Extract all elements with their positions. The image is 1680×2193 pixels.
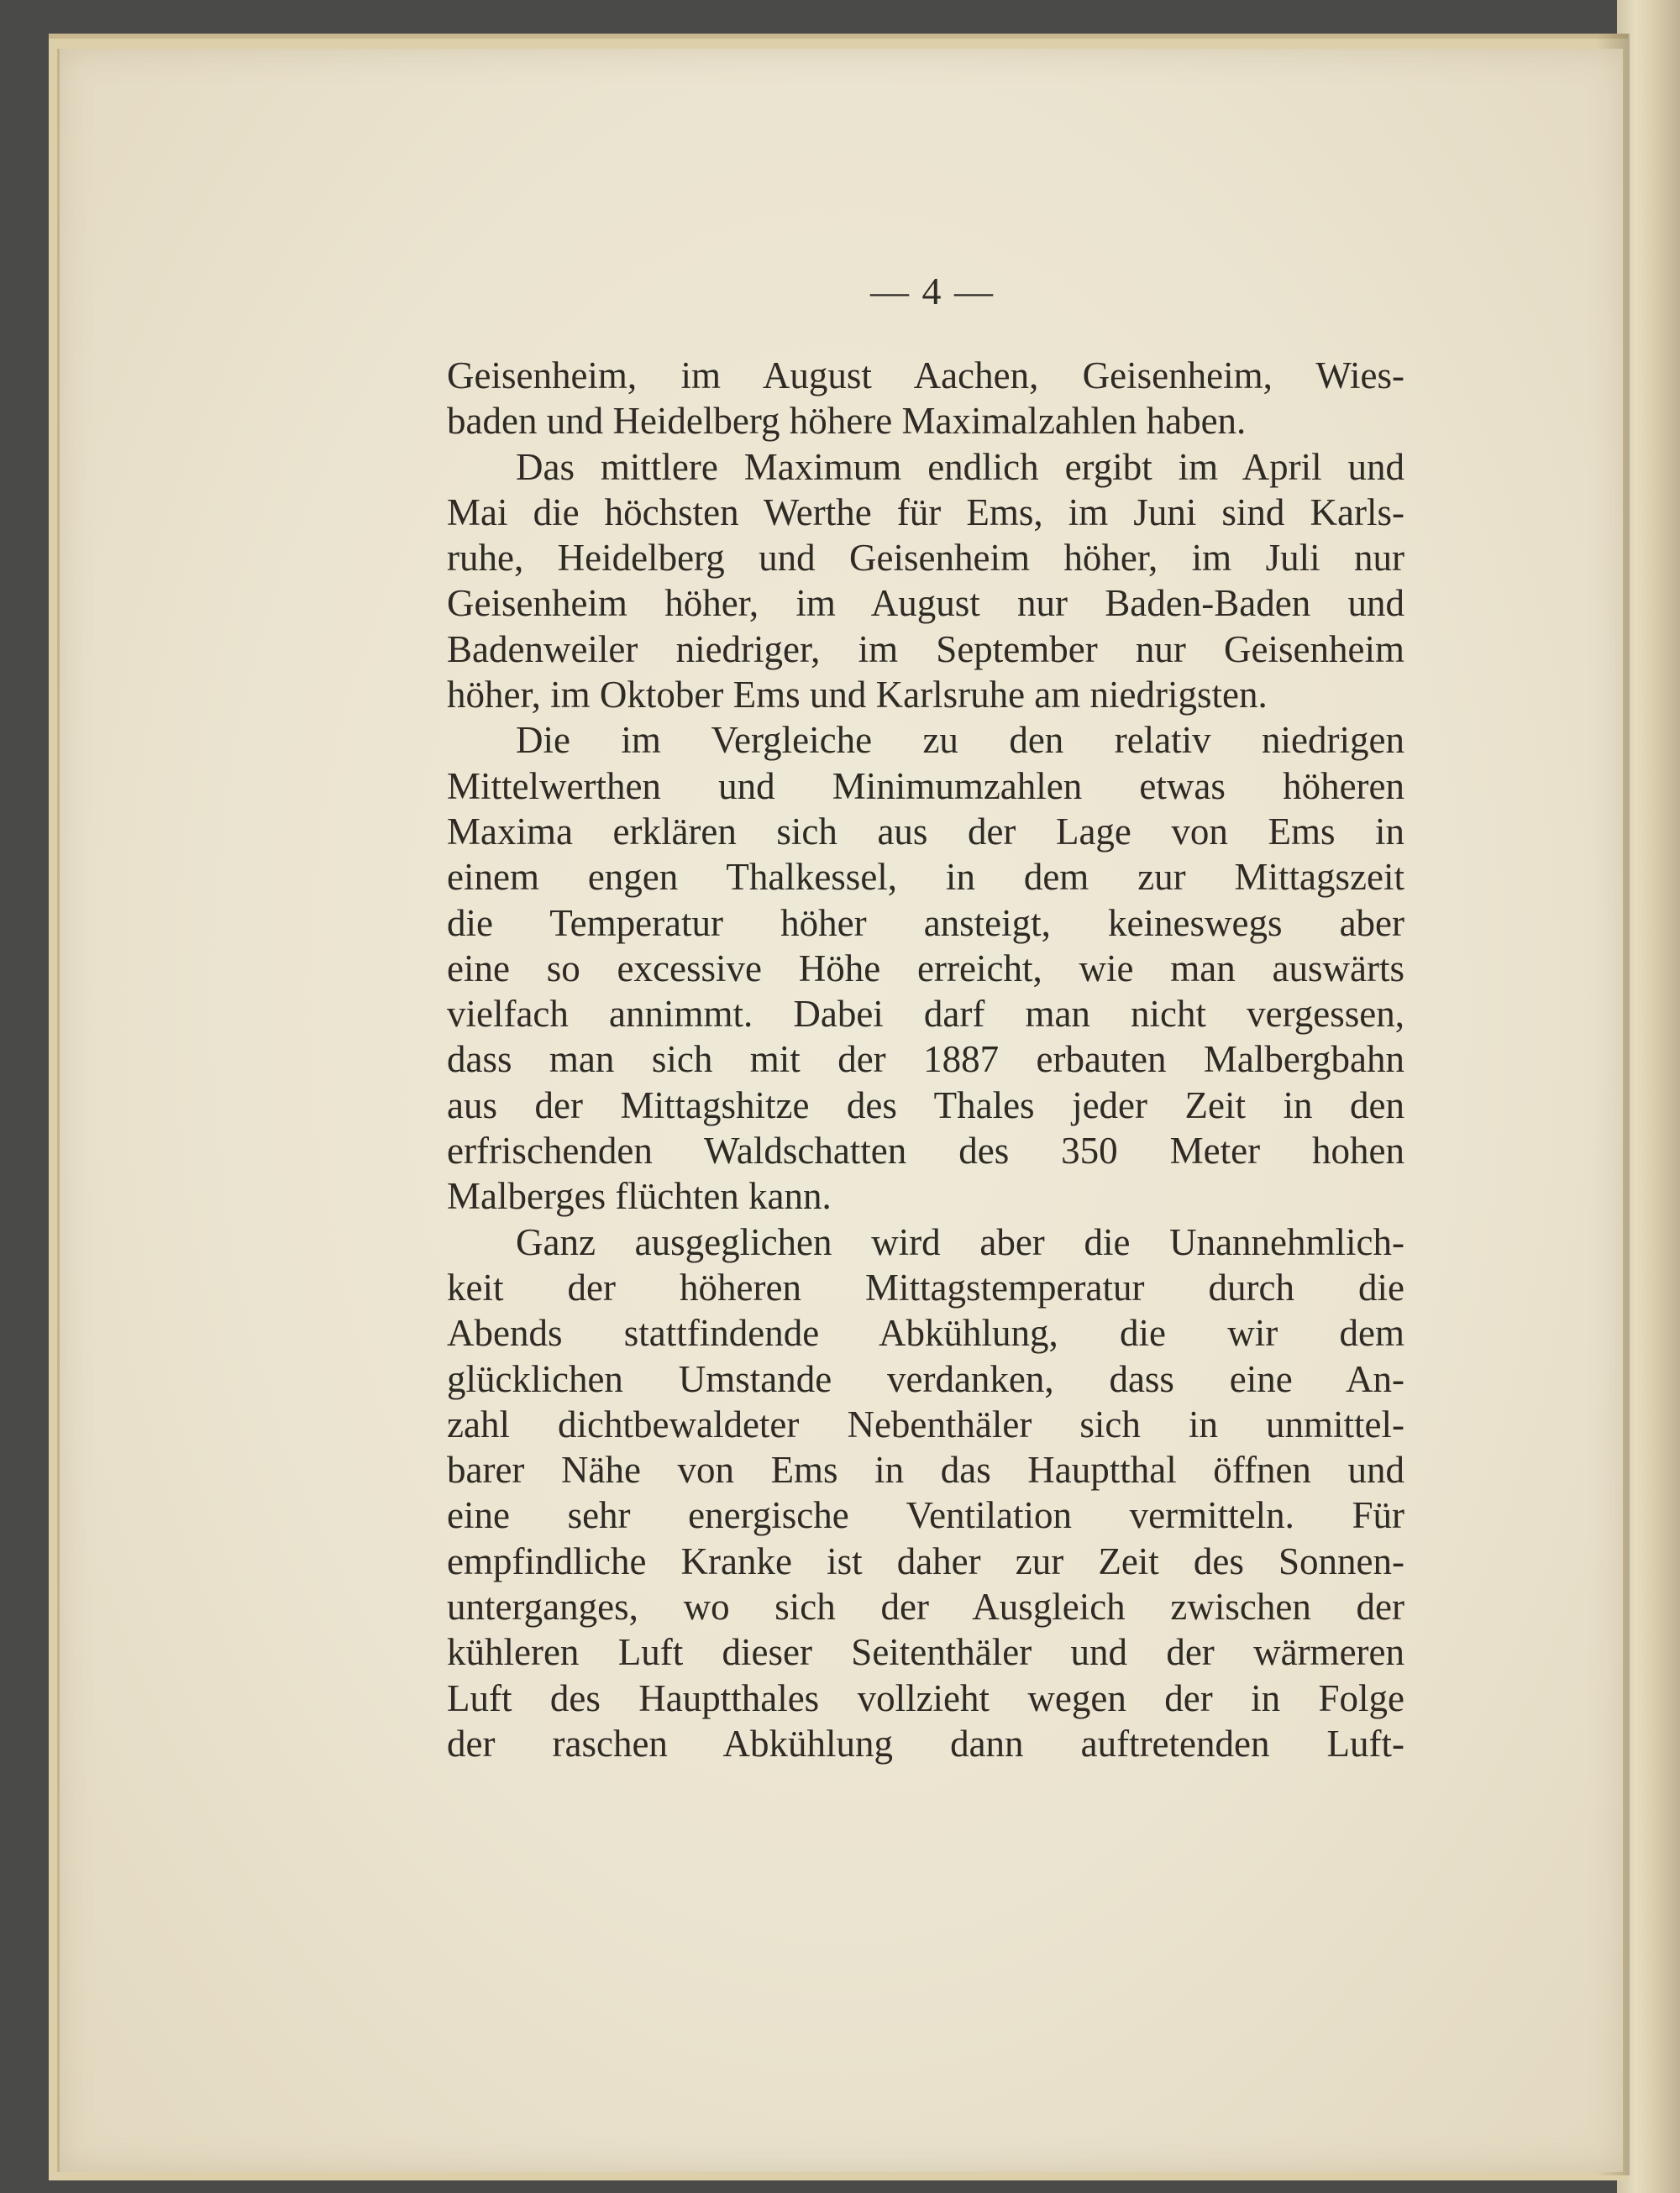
body-text [447, 353, 1404, 1766]
text-line: Das mittlere Maximum endlich ergibt im April und [516, 445, 1404, 488]
text-line: Luft des Hauptthales vollzieht wegen der in Folge [447, 1676, 1404, 1719]
text-line: aus der Mittagshitze des Thales jeder Zeit in den [447, 1083, 1404, 1126]
text-line: Mai die höchsten Werthe für Ems, im Juni sind Karls- [447, 491, 1404, 533]
text-line: Die im Vergleiche zu den relativ niedrigen [516, 719, 1404, 762]
page-number: — 4 — [870, 270, 995, 312]
text-line: die Temperatur höher ansteigt, keineswegs aber [447, 901, 1404, 944]
text-line: unterganges, wo sich der Ausgleich zwischen der [447, 1586, 1404, 1629]
text-line: ruhe, Heidelberg und Geisenheim höher, im Juli nur [447, 537, 1404, 580]
text-line: zahl dichtbewaldeter Nebenthäler sich in unmittel- [447, 1403, 1404, 1445]
text-line: Maxima erklären sich aus der Lage von Ems in [447, 810, 1404, 853]
text-line: Abends stattfindende Abkühlung, die wir dem [447, 1312, 1404, 1355]
text-line: eine sehr energische Ventilation vermitteln. Für [447, 1494, 1404, 1537]
text-line: der raschen Abkühlung dann auftretenden Luft- [447, 1722, 1404, 1765]
text-line: kühleren Luft dieser Seitenthäler und der wärmeren [447, 1631, 1404, 1674]
text-line: Malberges flüchten kann. [447, 1175, 832, 1218]
text-line: einem engen Thalkessel, in dem zur Mittagszeit [447, 856, 1404, 899]
text-line: Geisenheim höher, im August nur Baden-Baden und [447, 582, 1404, 625]
text-line: baden und Heidelberg höhere Maximalzahlen haben. [447, 400, 1247, 443]
text-line: Ganz ausgeglichen wird aber die Unannehmlich- [516, 1220, 1404, 1263]
text-line: barer Nähe von Ems in das Hauptthal öffnen und [447, 1449, 1404, 1492]
text-line: höher, im Oktober Ems und Karlsruhe am niedrigsten. [447, 674, 1268, 716]
text-line: dass man sich mit der 1887 erbauten Malbergbahn [447, 1038, 1404, 1081]
text-line: glücklichen Umstande verdanken, dass eine An- [447, 1357, 1404, 1400]
page-edge [57, 49, 60, 2172]
text-line: keit der höheren Mittagstemperatur durch die [447, 1266, 1404, 1309]
text-line: eine so excessive Höhe erreicht, wie man auswärts [447, 947, 1404, 989]
text-line: Mittelwerthen und Minimumzahlen etwas höheren [447, 764, 1404, 807]
text-line: Badenweiler niedriger, im September nur Geisenheim [447, 627, 1404, 670]
text-line: Geisenheim, im August Aachen, Geisenheim, Wies- [447, 354, 1404, 396]
text-line: empfindliche Kranke ist daher zur Zeit des Sonnen- [447, 1540, 1404, 1582]
text-line: erfrischenden Waldschatten des 350 Meter hohen [447, 1130, 1404, 1173]
text-line: vielfach annimmt. Dabei darf man nicht vergessen, [447, 993, 1404, 1036]
